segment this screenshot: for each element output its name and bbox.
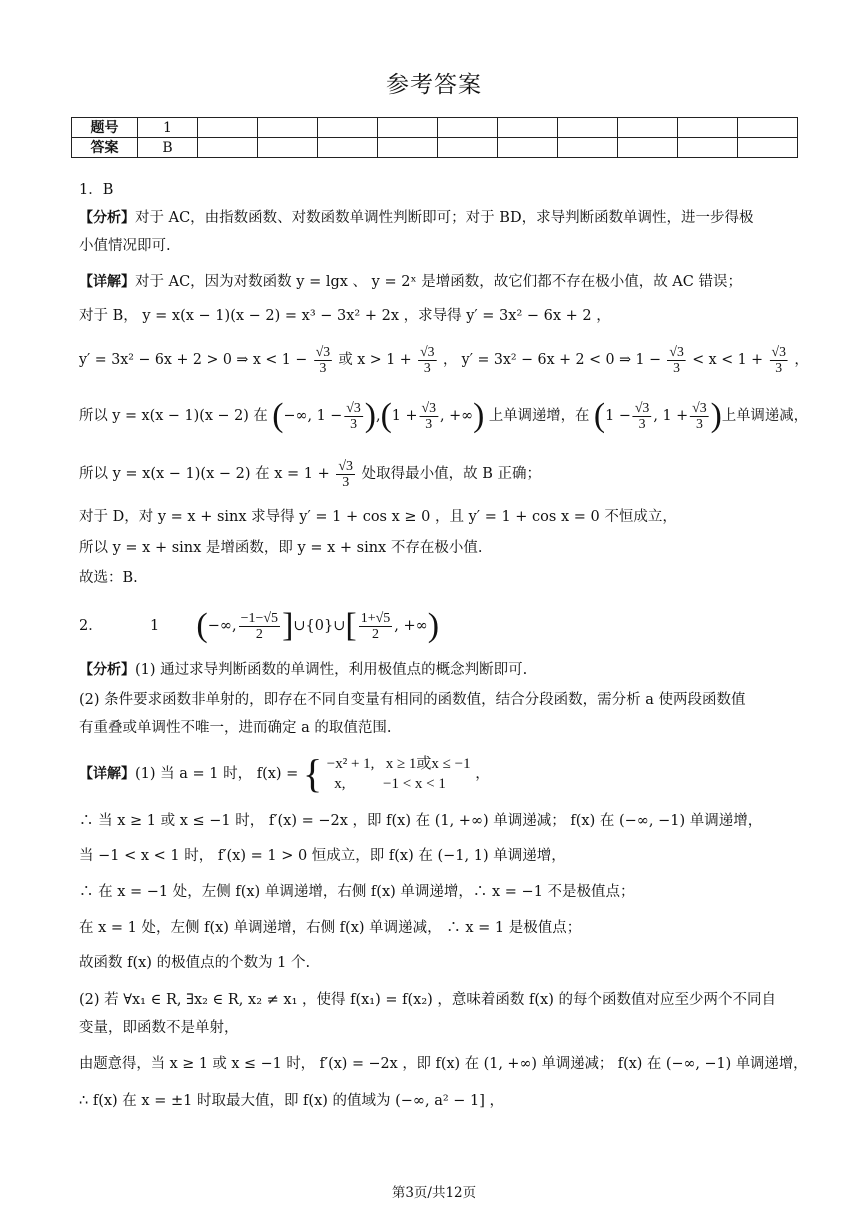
right-paren: ) <box>473 397 485 434</box>
fraction <box>690 401 709 432</box>
q2-detail-text-9: 由题意得，当 x ≥ 1 或 x ≤ −1 时， f′(x) = −2x ，即 f(x) 在 (1, +∞) 单调递减； f(x) 在 (−∞, −1) 单调递增， <box>79 1056 808 1072</box>
fraction-numerator: √3 <box>421 400 437 416</box>
table-cell <box>258 138 318 158</box>
fraction-denominator: 3 <box>350 416 358 432</box>
table-cell: B <box>138 138 198 158</box>
interval-text: , +∞ <box>439 408 474 424</box>
fraction-denominator: 3 <box>695 416 703 432</box>
q2-detail-line-1 <box>79 752 490 796</box>
table-cell <box>378 118 438 138</box>
fraction-numerator: √3 <box>420 344 435 360</box>
table-cell <box>678 118 738 138</box>
minimum-text: 所以 y = x(x − 1)(x − 2) 在 x = 1 + <box>79 466 330 482</box>
interval-text: , +∞ <box>394 618 428 634</box>
q2-detail-text-6: 故函数 f(x) 的极值点的个数为 1 个. <box>79 955 311 971</box>
detail-tag: 【详解】 <box>79 766 135 782</box>
answer-row <box>72 138 798 158</box>
analysis-tag: 【分析】 <box>79 662 135 678</box>
table-cell <box>498 118 558 138</box>
q1-detail-line-5 <box>79 456 541 492</box>
fraction <box>419 401 438 432</box>
table-cell <box>258 118 318 138</box>
q1-detail-text-1: 对于 AC，因为对数函数 y = lgx 、 y = 2ˣ 是增函数，故它们都不存在极小值，故 AC 错误； <box>135 274 742 290</box>
fraction-denominator: 2 <box>372 626 379 642</box>
analysis-tag: 【分析】 <box>79 210 135 226</box>
case-row <box>327 774 471 794</box>
case-condition: −1 < x < 1 <box>383 776 446 792</box>
table-cell <box>678 138 738 158</box>
left-paren: ( <box>272 397 284 434</box>
minimum-text: 处取得最小值，故 B 正确； <box>361 466 542 482</box>
table-cell <box>618 118 678 138</box>
union-text: ∪{0}∪ <box>293 618 346 634</box>
fraction <box>239 611 280 642</box>
fraction-numerator: √3 <box>338 458 354 474</box>
inequality-text: 或 x > 1 + <box>338 352 412 368</box>
fraction <box>314 345 332 376</box>
fraction-numerator: 1+√5 <box>360 610 391 626</box>
answer-table <box>71 117 798 158</box>
right-paren: ) <box>710 397 722 434</box>
fraction-numerator: √3 <box>771 344 786 360</box>
fraction-numerator: √3 <box>669 344 684 360</box>
fraction-numerator: √3 <box>634 400 650 416</box>
monotonic-text: 上单调递减， <box>721 408 808 424</box>
q1-detail-text-8: 故选：B. <box>79 570 138 586</box>
fraction-denominator: 3 <box>319 360 327 376</box>
fraction-numerator: √3 <box>315 344 331 360</box>
q1-detail-text-7: 所以 y = x + sinx 是增函数，即 y = x + sinx 不存在极小值. <box>79 540 483 556</box>
table-cell <box>558 138 618 158</box>
table-cell <box>318 118 378 138</box>
interval-text: −∞, <box>207 618 237 634</box>
interval-text: −∞, 1 − <box>283 408 343 424</box>
right-paren: ) <box>364 397 377 434</box>
question-number-row <box>72 118 798 138</box>
table-cell <box>618 138 678 158</box>
q1-detail-line-4: 所以 y = x(x − 1)(x − 2) 在 (−∞, 1 − $\frac{√3}{3}$ ),(1 + $\frac{√3}{3}$ , +∞) 上单调递增，在 (1 − $\frac{√3}{3}$ , 1 + $\frac{√3}{3}$ )上单调递减， <box>79 397 808 434</box>
fraction-numerator: √3 <box>692 400 707 416</box>
right-paren: ) <box>427 607 440 644</box>
fraction <box>633 401 652 432</box>
table-cell <box>198 138 258 158</box>
left-paren: ( <box>380 397 392 434</box>
q2-analysis-line <box>79 660 527 680</box>
table-cell <box>318 138 378 158</box>
table-cell <box>198 118 258 138</box>
q2-analysis-text-1: (1) 通过求导判断函数的单调性，利用极值点的概念判断即可. <box>135 662 528 678</box>
q2-detail-text-5: 在 x = 1 处，左侧 f(x) 单调递增，右侧 f(x) 单调递减， ∴ x = 1 是极值点； <box>79 920 582 936</box>
monotonic-text: 上单调递增，在 <box>488 408 590 424</box>
q2-detail-text-2: ∴ 当 x ≥ 1 或 x ≤ −1 时， f′(x) = −2x ，即 f(x) 在 (1, +∞) 单调递减； f(x) 在 (−∞, −1) 单调递增， <box>79 813 763 829</box>
piecewise-intro: (1) 当 a = 1 时， f(x) = <box>135 766 299 782</box>
left-brace: { <box>302 751 323 796</box>
case-expression: x, <box>334 776 346 792</box>
page-footer: 第3页/共12页 <box>391 1185 477 1201</box>
detail-tag: 【详解】 <box>79 274 135 290</box>
left-bracket: [ <box>345 607 357 644</box>
fraction <box>667 345 685 376</box>
q1-analysis-text-2: 小值情况即可. <box>79 238 171 254</box>
table-cell <box>498 138 558 158</box>
table-cell <box>438 118 498 138</box>
punctuation: ， <box>794 352 809 368</box>
fraction-denominator: 3 <box>673 360 681 376</box>
q2-analysis-text-3: 有重叠或单调性不唯一，进而确定 a 的取值范围. <box>79 720 392 736</box>
fraction <box>418 345 436 376</box>
q1-analysis-line <box>79 208 754 228</box>
q1-detail-text-6: 对于 D，对 y = x + sinx 求导得 y′ = 1 + cos x ≥ 0 ，且 y′ = 1 + cos x = 0 不恒成立， <box>79 509 677 525</box>
q1-analysis-text-1: 对于 AC，由指数函数、对数函数单调性判断即可；对于 BD，求导判断函数单调性，进一步得极 <box>135 210 754 226</box>
q2-detail-text-8: 变量，即函数不是单射， <box>79 1020 239 1036</box>
inequality-text: < x < 1 + <box>692 352 764 368</box>
piecewise-cases <box>327 754 471 794</box>
interval-text: , 1 + <box>653 408 689 424</box>
inequality-text: y′ = 3x² − 6x + 2 > 0 ⇒ x < 1 − <box>79 352 308 368</box>
interval-text: 1 − <box>605 408 631 424</box>
q2-detail-text-4: ∴ 在 x = −1 处，左侧 f(x) 单调递增，右侧 f(x) 单调递增，∴ x = −1 不是极值点； <box>79 884 635 900</box>
row-header-number: 题号 <box>72 118 138 138</box>
case-row <box>327 754 471 774</box>
fraction-denominator: 3 <box>423 360 431 376</box>
fraction <box>770 345 788 376</box>
q1-number: 1．B <box>79 182 114 198</box>
case-expression: −x² + 1, <box>326 756 375 772</box>
fraction <box>344 401 363 432</box>
fraction-denominator: 3 <box>775 360 783 376</box>
fraction-denominator: 2 <box>255 626 263 642</box>
fraction-denominator: 3 <box>425 416 433 432</box>
q2-answer-1: 1 <box>149 618 160 634</box>
table-cell <box>378 138 438 158</box>
table-cell <box>438 138 498 158</box>
left-paren: ( <box>593 397 606 434</box>
punctuation: ， <box>475 766 490 782</box>
inequality-text: ， y′ = 3x² − 6x + 2 < 0 ⇒ 1 − <box>442 352 661 368</box>
table-cell <box>738 138 798 158</box>
q2-answer-line <box>79 604 439 648</box>
left-paren: ( <box>196 607 208 644</box>
monotonic-text: 所以 y = x(x − 1)(x − 2) 在 <box>79 408 268 424</box>
q2-detail-text-7: (2) 若 ∀x₁ ∈ R, ∃x₂ ∈ R, x₂ ≠ x₁ ，使得 f(x₁) = f(x₂) ，意味着函数 f(x) 的每个函数值对应至少两个不同自 <box>79 992 776 1008</box>
q2-detail-text-10: ∴ f(x) 在 x = ±1 时取最大值，即 f(x) 的值域为 (−∞, a² − 1] ， <box>79 1093 505 1109</box>
table-cell <box>558 118 618 138</box>
fraction-denominator: 3 <box>638 416 646 432</box>
q1-detail-line-1 <box>79 272 742 292</box>
q2-number: 2． <box>79 618 103 634</box>
fraction <box>336 459 355 490</box>
fraction-numerator: √3 <box>346 400 361 416</box>
table-cell <box>738 118 798 138</box>
q2-analysis-text-2: (2) 条件要求函数非单射的，即存在不同自变量有相同的函数值，结合分段函数，需分析 a 使两段函数值 <box>79 692 746 708</box>
row-header-answer: 答案 <box>72 138 138 158</box>
q1-detail-text-2: 对于 B， y = x(x − 1)(x − 2) = x³ − 3x² + 2x ，求导得 y′ = 3x² − 6x + 2 ， <box>79 308 611 324</box>
case-condition: x ≥ 1或x ≤ −1 <box>385 756 471 772</box>
fraction-numerator: −1−√5 <box>240 610 279 626</box>
q1-detail-line-3 <box>79 342 809 378</box>
fraction <box>359 611 393 642</box>
table-cell: 1 <box>138 118 198 138</box>
fraction-denominator: 3 <box>342 474 350 490</box>
page-title: 参考答案 <box>386 72 482 98</box>
q2-detail-text-3: 当 −1 < x < 1 时， f′(x) = 1 > 0 恒成立，即 f(x) 在 (−1, 1) 单调递增， <box>79 848 566 864</box>
interval-text: 1 + <box>391 408 418 424</box>
right-bracket: ] <box>282 607 294 644</box>
